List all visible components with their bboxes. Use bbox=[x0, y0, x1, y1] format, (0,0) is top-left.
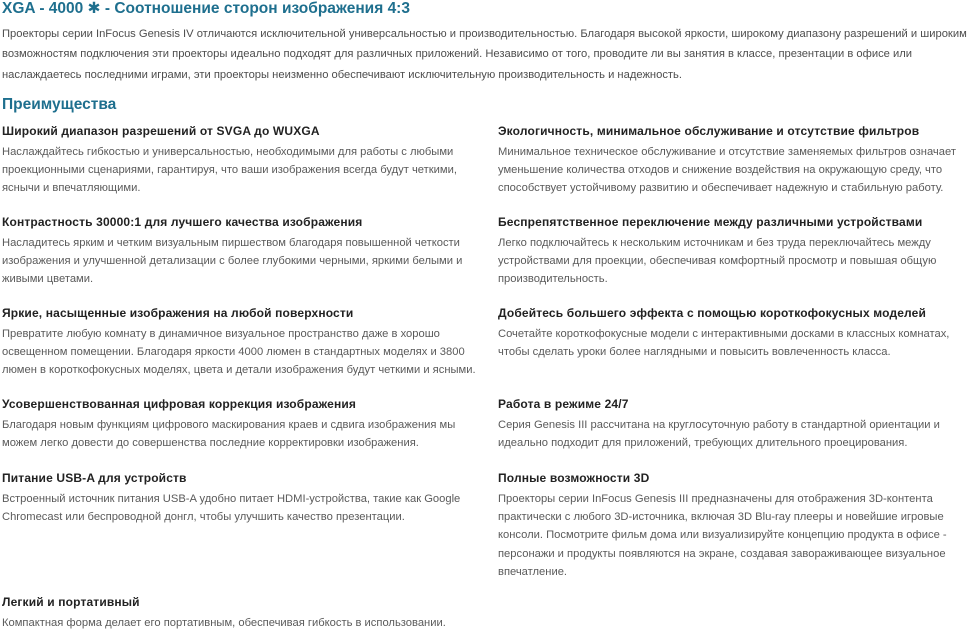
feature-contrast bbox=[2, 214, 478, 289]
feature-title: Полные возможности 3D bbox=[498, 471, 650, 485]
feature-title: Работа в режиме 24/7 bbox=[498, 397, 629, 411]
feature-text: Наслаждайтесь гибкостью и универсальностью, необходимыми для работы с любыми проекционными сценариями, гарантируя, что ваши изображения всегда будут четкими, яснычи и впечатляющими. bbox=[2, 146, 457, 195]
advantages-heading: Преимущества bbox=[2, 96, 117, 113]
feature-text: Серия Genesis III рассчитана на круглосуточную работу в стандартной ориентации и идеально подходит для приложений, требующих длительного проецирования. bbox=[498, 419, 940, 450]
feature-text: Легко подключайтесь к нескольким источникам и без труда переключайтесь между устройствами для проекции, обеспечивая комфортный просмотр и повышая общую производительность. bbox=[498, 237, 937, 286]
feature-bright-images bbox=[2, 305, 478, 380]
feature-title: Экологичность, минимальное обслуживание и отсутствие фильтров bbox=[498, 124, 920, 138]
feature-text: Встроенный источник питания USB-A удобно питает HDMI-устройства, такие как Google Chromecast или беспроводной донгл, чтобы улучшить качество презентации. bbox=[2, 493, 461, 524]
feature-24-7 bbox=[498, 396, 964, 452]
feature-portable bbox=[2, 594, 478, 632]
feature-title: Питание USB-A для устройств bbox=[2, 471, 187, 485]
feature-device-switching bbox=[498, 214, 964, 289]
feature-text: Благодаря новым функциям цифрового маскирования краев и сдвига изображения мы можем легко довести до совершенства последние корректировки изображения. bbox=[2, 419, 456, 450]
feature-title: Яркие, насыщенные изображения на любой поверхности bbox=[2, 306, 354, 320]
feature-3d bbox=[498, 470, 964, 581]
page-title: XGA - 4000 ✱ - Соотношение сторон изображения 4:3 bbox=[2, 0, 410, 17]
feature-text: Сочетайте короткофокусные модели с интерактивными досками в классных комнатах, чтобы сделать уроки более наглядными и повысить вовлеченность класса. bbox=[498, 328, 950, 359]
feature-short-throw bbox=[498, 305, 964, 361]
feature-text: Превратите любую комнату в динамичное визуальное пространство даже в хорошо освещенном помещении. Благодаря яркости 4000 люмен в стандартных моделях и 3800 люмен в короткофокусных моделях, цвета и детали изображения будут четкими и ясными. bbox=[2, 328, 476, 377]
feature-resolution-range bbox=[2, 123, 478, 198]
feature-text: Компактная форма делает его портативным, обеспечивая гибкость в использовании. bbox=[2, 617, 446, 629]
feature-title: Усовершенствованная цифровая коррекция изображения bbox=[2, 397, 357, 411]
feature-title: Добейтесь большего эффекта с помощью короткофокусных моделей bbox=[498, 306, 927, 320]
feature-text: Минимальное техническое обслуживание и отсутствие заменяемых фильтров означает уменьшение количества отходов и снижение воздействия на окружающую среду, что способствует устойчивому развитию и обеспечивает надежную и стабильную работу. bbox=[498, 146, 956, 195]
feature-text: Насладитесь ярким и четким визуальным пиршеством благодаря повышенной четкости изображения и улучшенной детализации с более глубокими черными, яркими белыми и живыми цветами. bbox=[2, 237, 463, 286]
intro-paragraph: Проекторы серии InFocus Genesis IV отличаются исключительной универсальностью и производительностью. Благодаря высокой яркости, широкому диапазону разрешений и широким возможностям подключения эти проекторы идеально подходят для различных приложений. Независимо от того, проводите ли вы занятия в классе, презентации в офисе или наслаждаетесь последними играми, эти проекторы неизменно обеспечивают исключительную производительность и надежность. bbox=[2, 28, 967, 81]
feature-text: Проекторы серии InFocus Genesis III предназначены для отображения 3D-контента практически с любого 3D-источника, включая 3D Blu-ray плееры и новейшие игровые консоли. Посмотрите фильм дома или визуализируйте концепцию продукта в офисе - персонажи и продукты появляются на экране, создавая завораживающее визуальное впечатление. bbox=[498, 493, 947, 578]
feature-usb-a-power bbox=[2, 470, 478, 526]
feature-title: Беспрепятственное переключение между различными устройствами bbox=[498, 215, 923, 229]
feature-title: Контрастность 30000:1 для лучшего качества изображения bbox=[2, 215, 363, 229]
feature-title: Широкий диапазон разрешений от SVGA до WUXGA bbox=[2, 124, 320, 138]
feature-digital-correction bbox=[2, 396, 478, 452]
feature-eco-filterless bbox=[498, 123, 964, 198]
feature-title: Легкий и портативный bbox=[2, 595, 140, 609]
